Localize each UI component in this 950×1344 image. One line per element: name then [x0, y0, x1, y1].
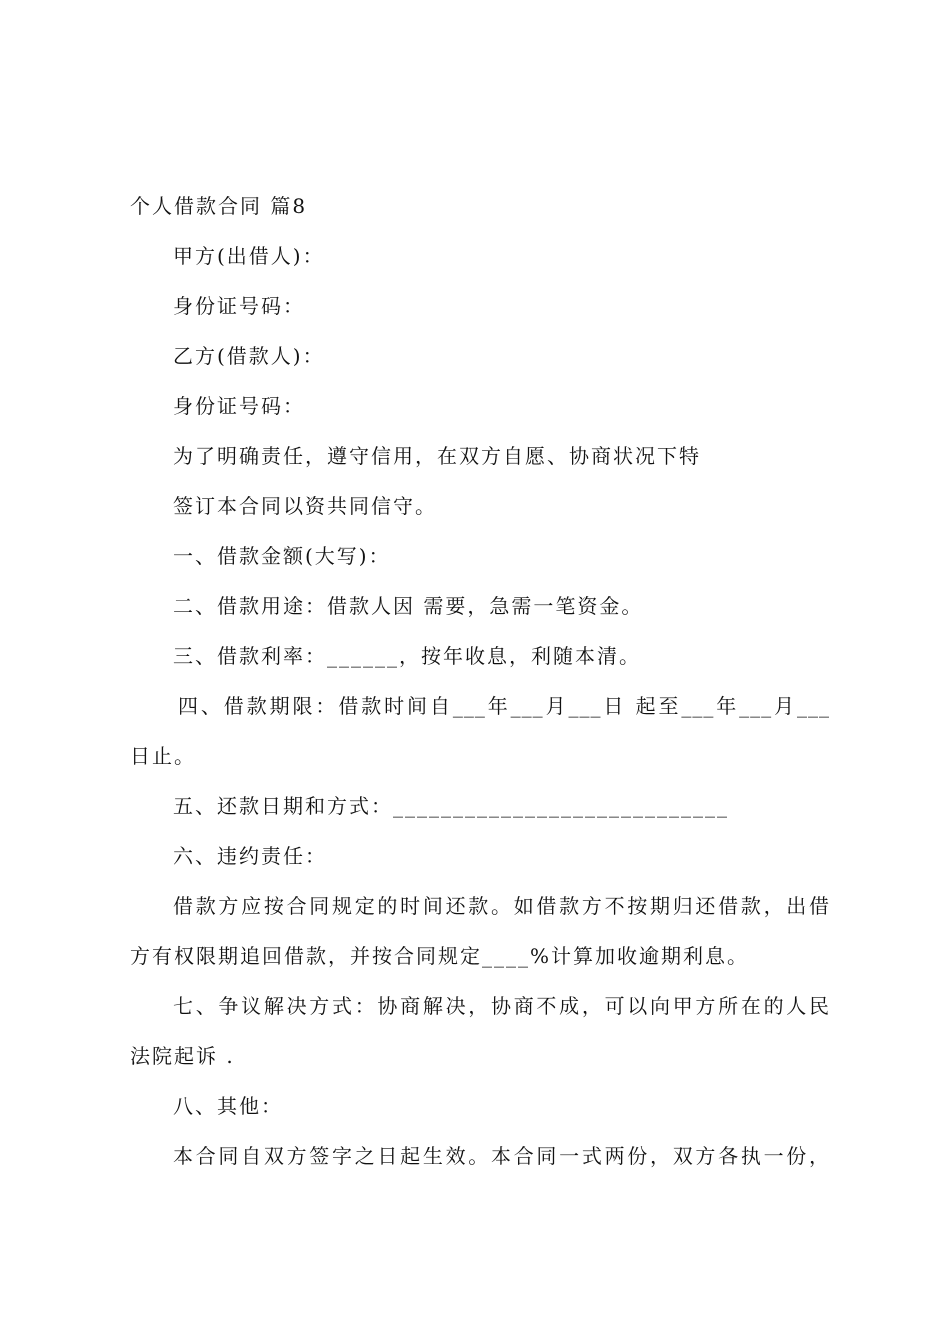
- party-b-id-line: 身份证号码：: [173, 394, 305, 418]
- clause-repayment: 五、还款日期和方式：____________________________: [173, 794, 729, 818]
- liability-text-1: 借款方应按合同规定的时间还款。如借款方不按期归还借款，出借: [173, 894, 830, 918]
- clause-dispute: 七、争议解决方式：协商解决，协商不成，可以向甲方所在的人民: [173, 994, 830, 1018]
- clause-purpose: 二、借款用途：借款人因 需要，急需一笔资金。: [173, 594, 644, 618]
- clause-liability: 六、违约责任：: [173, 844, 327, 868]
- other-text: 本合同自双方签字之日起生效。本合同一式两份，双方各执一份，: [173, 1144, 830, 1168]
- preamble-line-1: 为了明确责任，遵守信用，在双方自愿、协商状况下特: [173, 444, 701, 468]
- clause-amount: 一、借款金额(大写)：: [173, 544, 391, 568]
- preamble-line-2: 签订本合同以资共同信守。: [173, 494, 437, 518]
- party-a-id-line: 身份证号码：: [173, 294, 305, 318]
- document-title: 个人借款合同 篇8: [130, 194, 308, 218]
- party-b-line: 乙方(借款人)：: [173, 344, 325, 368]
- clause-dispute-cont: 法院起诉 .: [130, 1044, 235, 1068]
- clause-interest: 三、借款利率：______，按年收息，利随本清。: [173, 644, 641, 668]
- liability-text-2: 方有权限期追回借款，并按合同规定____%计算加收逾期利息。: [130, 944, 750, 968]
- clause-other: 八、其他：: [173, 1094, 283, 1118]
- party-a-line: 甲方(出借人)：: [173, 244, 325, 268]
- clause-term-cont: 日止。: [130, 744, 196, 768]
- clause-term: 四、借款期限：借款时间自___年___月___日 起至___年___月___: [178, 694, 830, 718]
